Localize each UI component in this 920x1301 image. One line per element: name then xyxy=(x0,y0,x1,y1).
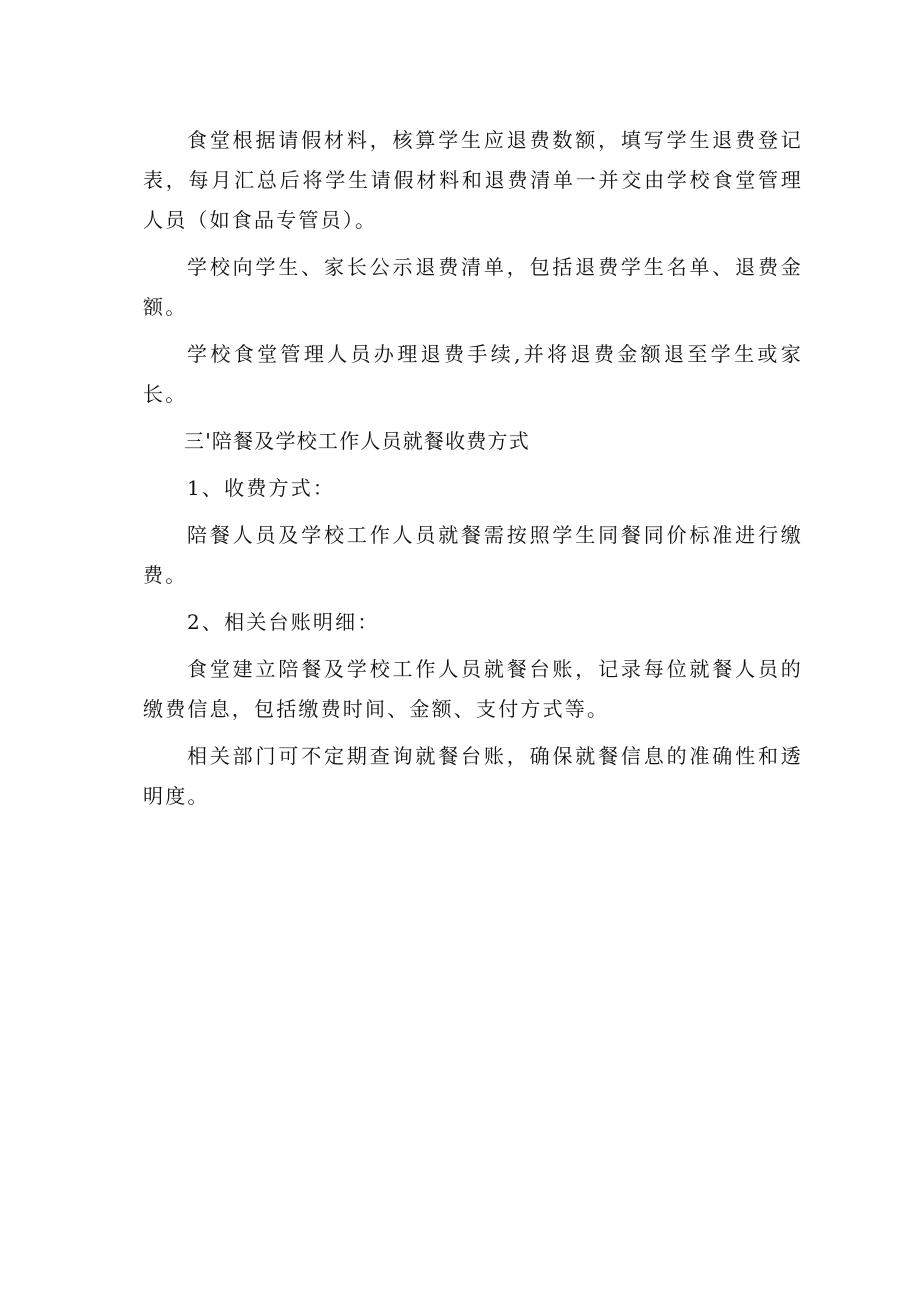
item-title-ledger-details: 2、相关台账明细： xyxy=(187,610,380,634)
document-body xyxy=(143,120,803,823)
paragraph-ledger-record: 食堂建立陪餐及学校工作人员就餐台账，记录每位就餐人员的缴费信息，包括缴费时间、金额、支付方式等。 xyxy=(143,657,803,721)
paragraph-refund-registration: 食堂根据请假材料，核算学生应退费数额，填写学生退费登记表，每月汇总后将学生请假材料和退费清单一并交由学校食堂管理人员（如食品专管员）。 xyxy=(143,128,803,232)
paragraph-refund-procedure: 学校食堂管理人员办理退费手续,并将退费金额退至学生或家长。 xyxy=(143,342,803,406)
section-heading-accompany-meals: 三'陪餐及学校工作人员就餐收费方式 xyxy=(184,429,530,453)
paragraph-refund-publicity: 学校向学生、家长公示退费清单，包括退费学生名单、退费金额。 xyxy=(143,255,803,319)
paragraph-charging-method: 陪餐人员及学校工作人员就餐需按照学生同餐同价标准进行缴费。 xyxy=(143,523,803,587)
paragraph-ledger-inspection: 相关部门可不定期查询就餐台账，确保就餐信息的准确性和透明度。 xyxy=(143,744,803,808)
item-title-charging-method: 1、收费方式： xyxy=(187,476,336,500)
